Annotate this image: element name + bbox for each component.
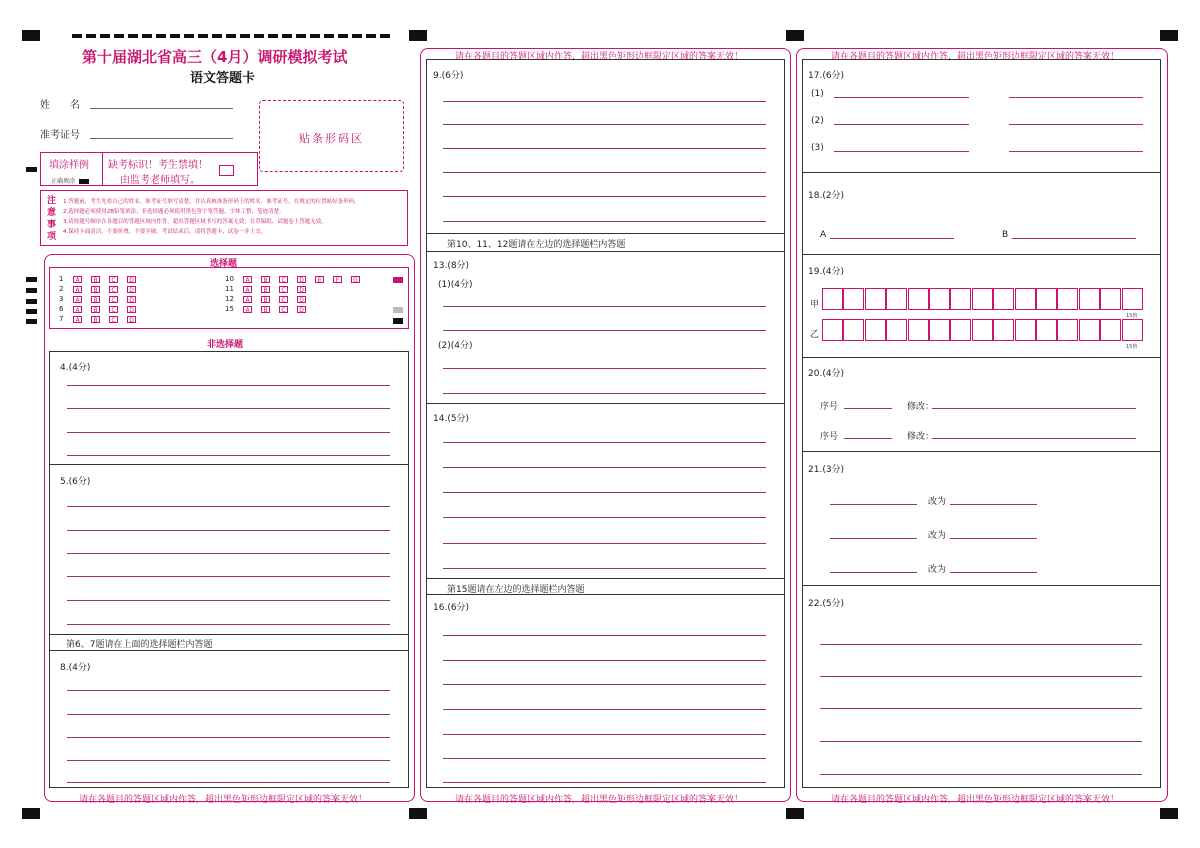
choice-option-bubble[interactable]: B: [261, 306, 270, 313]
choice-option-bubble[interactable]: B: [91, 316, 100, 323]
q17-part3: (3): [811, 143, 824, 153]
q20-xuhao-line: [844, 408, 892, 409]
sec67-divider-top: [49, 634, 409, 635]
choice-option-bubble[interactable]: A: [243, 296, 252, 303]
q18-b-label: B: [1002, 230, 1009, 240]
q22-answer-line: [820, 644, 1142, 645]
choice-option-bubble[interactable]: A: [73, 316, 82, 323]
q18-label: 18.(2分): [808, 191, 845, 201]
sec15-divider-top: [426, 578, 785, 579]
choice-option-bubble[interactable]: D: [297, 296, 306, 303]
q9-answer-line: [443, 196, 766, 197]
q8-answer-line: [67, 760, 390, 761]
choice-option-bubble[interactable]: A: [73, 276, 82, 283]
side-mark: [26, 167, 37, 172]
sec15-divider-bottom: [426, 594, 785, 595]
q16-answer-line: [443, 660, 766, 661]
sec1012-divider-bottom: [426, 251, 785, 252]
timing-dash: [198, 34, 208, 38]
choice-option-bubble[interactable]: A: [243, 286, 252, 293]
notice-bottom-col1: 请在各题目的答题区域内作答，超出黑色矩形边框限定区域的答案无效！: [79, 795, 368, 805]
q5-answer-line: [67, 506, 390, 507]
timing-dash: [72, 34, 82, 38]
side-mark: [26, 277, 37, 282]
choice-option-bubble[interactable]: D: [127, 286, 136, 293]
q17-answer-line: [834, 151, 969, 152]
q19-count-jia: 15格: [1126, 313, 1138, 319]
choice-option-bubble[interactable]: D: [297, 306, 306, 313]
notes-label-char: 项: [47, 232, 57, 242]
timing-dash: [156, 34, 166, 38]
q20-xiugai-2: 修改：: [907, 432, 935, 442]
choice-option-bubble[interactable]: D: [127, 296, 136, 303]
grid-cell[interactable]: [886, 319, 907, 341]
q5-answer-line: [67, 553, 390, 554]
choice-question-number: 2: [59, 285, 64, 293]
q22-label: 22.(5分): [808, 599, 845, 609]
grid-cell[interactable]: [1079, 319, 1100, 341]
grid-cell[interactable]: [972, 288, 993, 310]
choice-option-bubble[interactable]: C: [109, 296, 118, 303]
timing-dash: [184, 34, 194, 38]
choice-option-bubble[interactable]: C: [109, 276, 118, 283]
registration-mark-tr: [1160, 30, 1178, 41]
q17-part2: (2): [811, 116, 824, 126]
timing-dash: [338, 34, 348, 38]
grid-cell[interactable]: [929, 288, 950, 310]
q20-q21-divider: [802, 451, 1161, 452]
timing-dash: [324, 34, 334, 38]
choice-option-bubble[interactable]: E: [315, 276, 324, 283]
q13-1-label: (1)(4分): [438, 280, 473, 290]
exam-no-field[interactable]: [90, 138, 233, 139]
q21-original-line: [830, 504, 917, 505]
notice-top-col3: 请在各题目的答题区域内作答，超出黑色矩形边框限定区域的答案无效！: [831, 52, 1120, 62]
q5-answer-line: [67, 600, 390, 601]
grid-cell[interactable]: [1079, 288, 1100, 310]
choice-option-bubble[interactable]: B: [91, 306, 100, 313]
q19-label: 19.(4分): [808, 267, 845, 277]
q14-answer-line: [443, 492, 766, 493]
choice-option-bubble[interactable]: D: [127, 316, 136, 323]
timing-dash: [128, 34, 138, 38]
col3-answer-box: [802, 59, 1161, 788]
notes-label-char: 注: [47, 196, 57, 206]
q22-answer-line: [820, 774, 1142, 775]
timing-dash: [100, 34, 110, 38]
page-title: 第十届湖北省高三（4月）调研模拟考试: [82, 48, 348, 66]
fill-example-box: [40, 152, 258, 186]
q8-answer-line: [67, 782, 390, 783]
grid-cell[interactable]: [950, 288, 971, 310]
timing-dash: [366, 34, 376, 38]
absent-line2: 由监考老师填写。: [120, 175, 200, 186]
q21-gai-1: 改为: [928, 497, 947, 507]
registration-mark-tl: [22, 30, 40, 41]
q8-label: 8.(4分): [60, 663, 91, 673]
q21-gai-2: 改为: [928, 531, 947, 541]
q13-1-answer-line: [443, 330, 766, 331]
q18-q19-divider: [802, 254, 1161, 255]
notice-top-col2: 请在各题目的答题区域内作答，超出黑色矩形边框限定区域的答案无效！: [455, 52, 744, 62]
q5-answer-line: [67, 624, 390, 625]
exam-no-label: 准考证号: [40, 130, 80, 141]
q18-a-label: A: [820, 230, 827, 240]
name-label: 姓 名: [40, 100, 80, 111]
q5-answer-line: [67, 576, 390, 577]
q4-label: 4.(4分): [60, 363, 91, 373]
grid-cell[interactable]: [822, 319, 843, 341]
grid-cell[interactable]: [1036, 319, 1057, 341]
page-subtitle: 语文答题卡: [190, 71, 256, 86]
grid-cell[interactable]: [1100, 319, 1121, 341]
q19-q20-divider: [802, 357, 1161, 358]
q21-revised-line: [950, 572, 1037, 573]
sec15-note: 第15题请在左边的选择题栏内答题: [447, 585, 585, 595]
col1-answer-box: [49, 351, 409, 788]
timing-dash: [352, 34, 362, 38]
q17-answer-line: [1009, 124, 1143, 125]
q5-answer-line: [67, 530, 390, 531]
side-mark: [26, 309, 37, 314]
q18-b-answer-line: [1012, 238, 1136, 239]
q14-answer-line: [443, 568, 766, 569]
notes-label-char: 意: [47, 208, 57, 218]
choice-question-number: 7: [59, 315, 64, 323]
q17-answer-line: [834, 124, 969, 125]
absent-checkbox[interactable]: [219, 165, 234, 176]
q13-2-answer-line: [443, 368, 766, 369]
timing-dash: [254, 34, 264, 38]
note-item: 1.答题前，考生先将自己的姓名、准考证号填写清楚，并认真核准条形码上的姓名、准考证号，在规定的位置贴好条形码。: [63, 199, 360, 205]
timing-dash: [380, 34, 390, 38]
grid-cell[interactable]: [1100, 288, 1121, 310]
note-item: 3.请按题号顺序在各题目的答题区域内作答，超出答题区域书写的答案无效；在草稿纸、试题卷上答题无效。: [63, 219, 327, 225]
q17-answer-line: [834, 97, 969, 98]
notice-bottom-col2: 请在各题目的答题区域内作答，超出黑色矩形边框限定区域的答案无效！: [455, 795, 744, 805]
q4-answer-line: [67, 455, 390, 456]
sec1012-note: 第10、11、12题请在左边的选择题栏内答题: [447, 240, 626, 250]
q16-answer-line: [443, 758, 766, 759]
q16-label: 16.(6分): [433, 603, 470, 613]
q21-label: 21.(3分): [808, 465, 845, 475]
registration-mark-br: [1160, 808, 1178, 819]
q19-yi-label: 乙: [810, 330, 820, 340]
q17-q18-divider: [802, 172, 1161, 173]
grid-cell[interactable]: [950, 319, 971, 341]
q21-original-line: [830, 572, 917, 573]
q19-jia-label: 甲: [810, 300, 820, 310]
barcode-area: [259, 100, 404, 172]
q14-answer-line: [443, 442, 766, 443]
grid-cell[interactable]: [972, 319, 993, 341]
side-mark: [26, 299, 37, 304]
barcode-label: 贴条形码区: [299, 132, 364, 145]
choice-mark-pink: [393, 277, 403, 283]
q17-answer-line: [1009, 151, 1143, 152]
q14-label: 14.(5分): [433, 414, 470, 424]
grid-cell[interactable]: [993, 319, 1014, 341]
grid-cell[interactable]: [908, 319, 929, 341]
timing-dash: [86, 34, 96, 38]
q9-answer-line: [443, 221, 766, 222]
q9-answer-line: [443, 101, 766, 102]
q13-label: 13.(8分): [433, 261, 470, 271]
q20-xiugai-line: [932, 438, 1136, 439]
q20-xiugai-line: [932, 408, 1136, 409]
choice-question-number: 12: [225, 295, 234, 303]
registration-mark-bl: [22, 808, 40, 819]
q21-gai-3: 改为: [928, 565, 947, 575]
q18-a-answer-line: [830, 238, 954, 239]
choice-option-bubble[interactable]: B: [261, 286, 270, 293]
q8-answer-line: [67, 714, 390, 715]
registration-mark-bm2: [786, 808, 804, 819]
q13-1-answer-line: [443, 306, 766, 307]
grid-cell[interactable]: [1036, 288, 1057, 310]
q16-answer-line: [443, 734, 766, 735]
choice-option-bubble[interactable]: C: [279, 306, 288, 313]
q9-answer-line: [443, 172, 766, 173]
side-mark: [26, 288, 37, 293]
q14-answer-line: [443, 517, 766, 518]
q4-q5-divider: [49, 464, 409, 465]
registration-mark-bm1: [409, 808, 427, 819]
grid-cell[interactable]: [1057, 319, 1078, 341]
q21-revised-line: [950, 538, 1037, 539]
timing-dash: [240, 34, 250, 38]
nonchoice-section-title: 非选择题: [207, 340, 244, 350]
absent-line1: 缺考标识！考生禁填！: [108, 160, 208, 171]
grid-cell[interactable]: [1122, 319, 1143, 341]
choice-option-bubble[interactable]: C: [109, 286, 118, 293]
sec67-divider-bottom: [49, 650, 409, 651]
filled-sample-icon: [79, 179, 89, 184]
q8-answer-line: [67, 690, 390, 691]
choice-option-bubble[interactable]: C: [279, 296, 288, 303]
timing-dash: [310, 34, 320, 38]
q13-2-label: (2)(4分): [438, 341, 473, 351]
choice-option-bubble[interactable]: A: [243, 276, 252, 283]
grid-cell[interactable]: [993, 288, 1014, 310]
choice-option-bubble[interactable]: B: [261, 296, 270, 303]
grid-cell[interactable]: [865, 288, 886, 310]
q20-label: 20.(4分): [808, 369, 845, 379]
q9-answer-line: [443, 124, 766, 125]
col2-answer-box: [426, 59, 785, 788]
q8-answer-line: [67, 737, 390, 738]
q17-part1: (1): [811, 89, 824, 99]
fill-example-label: 填涂样例: [49, 160, 89, 171]
side-mark: [26, 319, 37, 324]
choice-option-bubble[interactable]: C: [109, 306, 118, 313]
choice-section-title: 选择题: [210, 259, 238, 269]
choice-option-bubble[interactable]: F: [333, 276, 342, 283]
timing-dash: [170, 34, 180, 38]
grid-cell[interactable]: [843, 288, 864, 310]
q17-answer-line: [1009, 97, 1143, 98]
q16-answer-line: [443, 709, 766, 710]
choice-option-bubble[interactable]: G: [351, 276, 360, 283]
timing-dash: [296, 34, 306, 38]
q21-original-line: [830, 538, 917, 539]
q14-answer-line: [443, 467, 766, 468]
q16-answer-line: [443, 782, 766, 783]
q16-answer-line: [443, 684, 766, 685]
grid-cell[interactable]: [843, 319, 864, 341]
choice-option-bubble[interactable]: A: [73, 286, 82, 293]
notes-label-char: 事: [47, 220, 57, 230]
grid-cell[interactable]: [908, 288, 929, 310]
timing-dash: [268, 34, 278, 38]
timing-dash: [114, 34, 124, 38]
q21-q22-divider: [802, 585, 1161, 586]
timing-dash: [212, 34, 222, 38]
choice-option-bubble[interactable]: C: [109, 316, 118, 323]
choice-option-bubble[interactable]: D: [297, 286, 306, 293]
grid-cell[interactable]: [1122, 288, 1143, 310]
grid-cell[interactable]: [1057, 288, 1078, 310]
choice-question-number: 15: [225, 305, 234, 313]
q9-answer-line: [443, 148, 766, 149]
choice-question-number: 10: [225, 275, 234, 283]
q20-xuhao-line: [844, 438, 892, 439]
choice-option-bubble[interactable]: B: [91, 286, 100, 293]
choice-option-bubble[interactable]: B: [91, 296, 100, 303]
q5-label: 5.(6分): [60, 477, 91, 487]
name-field[interactable]: [90, 108, 233, 109]
q13-q14-divider: [426, 403, 785, 404]
grid-cell[interactable]: [886, 288, 907, 310]
timing-dash: [226, 34, 236, 38]
q20-xuhao-2: 序号: [820, 432, 839, 442]
q17-label: 17.(6分): [808, 71, 845, 81]
notes-box: [40, 190, 408, 246]
choice-mark-gray: [393, 307, 403, 313]
choice-option-bubble[interactable]: A: [73, 306, 82, 313]
q21-revised-line: [950, 504, 1037, 505]
notice-bottom-col3: 请在各题目的答题区域内作答，超出黑色矩形边框限定区域的答案无效！: [831, 795, 1120, 805]
q19-count-yi: 15格: [1126, 344, 1138, 350]
q4-answer-line: [67, 385, 390, 386]
correct-fill-label: 正确填涂: [51, 176, 89, 185]
choice-option-bubble[interactable]: C: [279, 286, 288, 293]
choice-option-bubble[interactable]: A: [73, 296, 82, 303]
choice-option-bubble[interactable]: B: [91, 276, 100, 283]
q4-answer-line: [67, 432, 390, 433]
timing-dash: [142, 34, 152, 38]
choice-option-bubble[interactable]: C: [279, 276, 288, 283]
sec1012-divider-top: [426, 233, 785, 234]
choice-question-number: 11: [225, 285, 234, 293]
q13-2-answer-line: [443, 393, 766, 394]
choice-option-bubble[interactable]: D: [127, 276, 136, 283]
grid-cell[interactable]: [1015, 288, 1036, 310]
grid-cell[interactable]: [929, 319, 950, 341]
note-item: 4.保持卡面清洁，不要折叠、不要弄破，考试结束后，请将答题卡、试卷一并上交。: [63, 229, 267, 235]
q20-xuhao-1: 序号: [820, 402, 839, 412]
grid-cell[interactable]: [822, 288, 843, 310]
choice-mark-black: [393, 318, 403, 324]
q22-answer-line: [820, 708, 1142, 709]
registration-mark-tm2: [786, 30, 804, 41]
grid-cell[interactable]: [1015, 319, 1036, 341]
choice-question-number: 6: [59, 305, 64, 313]
sec67-note: 第6、7题请在上面的选择题栏内答题: [66, 640, 213, 650]
choice-option-bubble[interactable]: D: [127, 306, 136, 313]
choice-option-bubble[interactable]: B: [261, 276, 270, 283]
q22-answer-line: [820, 741, 1142, 742]
timing-dash: [282, 34, 292, 38]
q9-label: 9.(6分): [433, 71, 464, 81]
grid-cell[interactable]: [865, 319, 886, 341]
q14-answer-line: [443, 543, 766, 544]
note-item: 2.选择题必须使用2B铅笔填涂；非选择题必须使用黑色签字笔答题，字体工整、笔迹清楚。: [63, 209, 285, 215]
q20-xiugai-1: 修改：: [907, 402, 935, 412]
q16-answer-line: [443, 635, 766, 636]
choice-option-bubble[interactable]: D: [297, 276, 306, 283]
choice-question-number: 3: [59, 295, 64, 303]
choice-question-number: 1: [59, 275, 64, 283]
q4-answer-line: [67, 408, 390, 409]
registration-mark-tm1: [409, 30, 427, 41]
choice-option-bubble[interactable]: A: [243, 306, 252, 313]
q22-answer-line: [820, 676, 1142, 677]
